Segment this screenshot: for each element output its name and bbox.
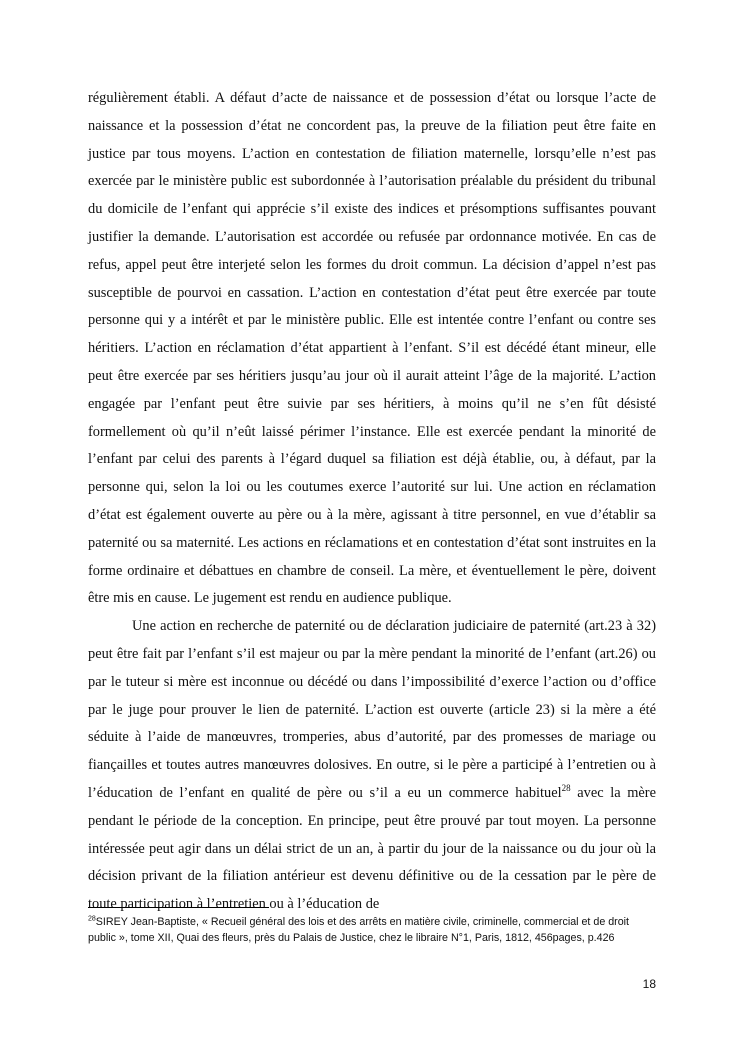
paragraph-1: régulièrement établi. A défaut d’acte de naissance et de possession d’état ou lorsque l’acte de naissance et la possession d’état ne concordent pas, la preuve de la filiation peut être faite en justice par tous moyens. L’action en contestation de filiation maternelle, lorsqu’elle n’est pas exercée par le ministère public est subordonnée à l’autorisation préalable du président du tribunal du domicile de l’enfant qui apprécie s’il existe des indices et présomptions suffisantes pouvant justifier la demande. L’autorisation est accordée ou refusée par ordonnance motivée. En cas de refus, appel peut être interjeté selon les formes du droit commun. La décision d’appel n’est pas susceptible de pourvoi en cassation. L’action en contestation d’état peut être exercée par toute personne qui y a intérêt et par le ministère public. Elle est intentée contre l’enfant ou contre ses héritiers. L’action en réclamation d’état appartient à l’enfant. S’il est décédé étant mineur, elle peut être exercée par ses héritiers jusqu’au jour où il aurait atteint l’âge de la majorité. L’action engagée par l’enfant peut être suivie par ses héritiers, à moins qu’il ne s’en fût désisté formellement où qu’il n’eût laissé périmer l’instance. Elle est exercée pendant la minorité de l’enfant par celui des parents à l’égard duquel sa filiation est déjà établie, ou, à défaut, par la personne qui, selon la loi ou les coutumes exerce l’autorité sur lui. Une action en réclamation d’état est également ouverte au père ou à la mère, agissant à titre personnel, en vue d’établir sa paternité ou sa maternité. Les actions en réclamations et en contestation d’état sont instruites en la forme ordinaire et débattues en chambre de conseil. La mère, et éventuellement le père, doivent être mis en cause. Le jugement est rendu en audience publique.: [88, 90, 656, 607]
paragraph-2: [88, 613, 656, 919]
paragraph-2-part-2: avec la mère pendant le période de la conception. En principe, peut être prouvé par tout moyen. La personne intéressée peut agir dans un délai strict de un an, à partir du jour de la naissance ou du jour où la décision privant de la filiation antérieur est devenu définitive ou de la cessation par le père de toute participation à l’entretien ou à l’éducation de: [88, 784, 656, 913]
footnote: [88, 914, 648, 947]
paragraph-2-part-1: Une action en recherche de paternité ou de déclaration judiciaire de paternité (art.23 à 32) peut être fait par l’enfant s’il est majeur ou par la mère pendant la minorité de l’enfant (art.26) ou par le tuteur si mère est inconnue ou décédé ou dans l’impossibilité d’exerce l’action ou d’office par le juge pour prouver le lien de paternité. L’action est ouverte (article 23) si la mère a été séduite à l’aide de manœuvres, tromperies, abus d’autorité, par des promesses de mariage ou fiançailles et toutes autres manœuvres dolosives. En outre, si le père a participé à l’entretien ou à l’éducation de l’enfant en qualité de père ou s’il a eu un commerce habituel: [88, 618, 656, 801]
footnote-reference: 28: [561, 783, 571, 794]
footnote-number: 28: [88, 915, 96, 923]
page-number: 18: [642, 977, 656, 991]
page-body: [88, 85, 656, 919]
footnote-separator: [88, 907, 269, 908]
footnote-text: SIREY Jean-Baptiste, « Recueil général des lois et des arrêts en matière civile, criminelle, commercial et de droit public », tome XII, Quai des fleurs, près du Palais de Justice, chez le libraire N°1, Paris, 1812, 456pages, p.426: [88, 916, 630, 945]
